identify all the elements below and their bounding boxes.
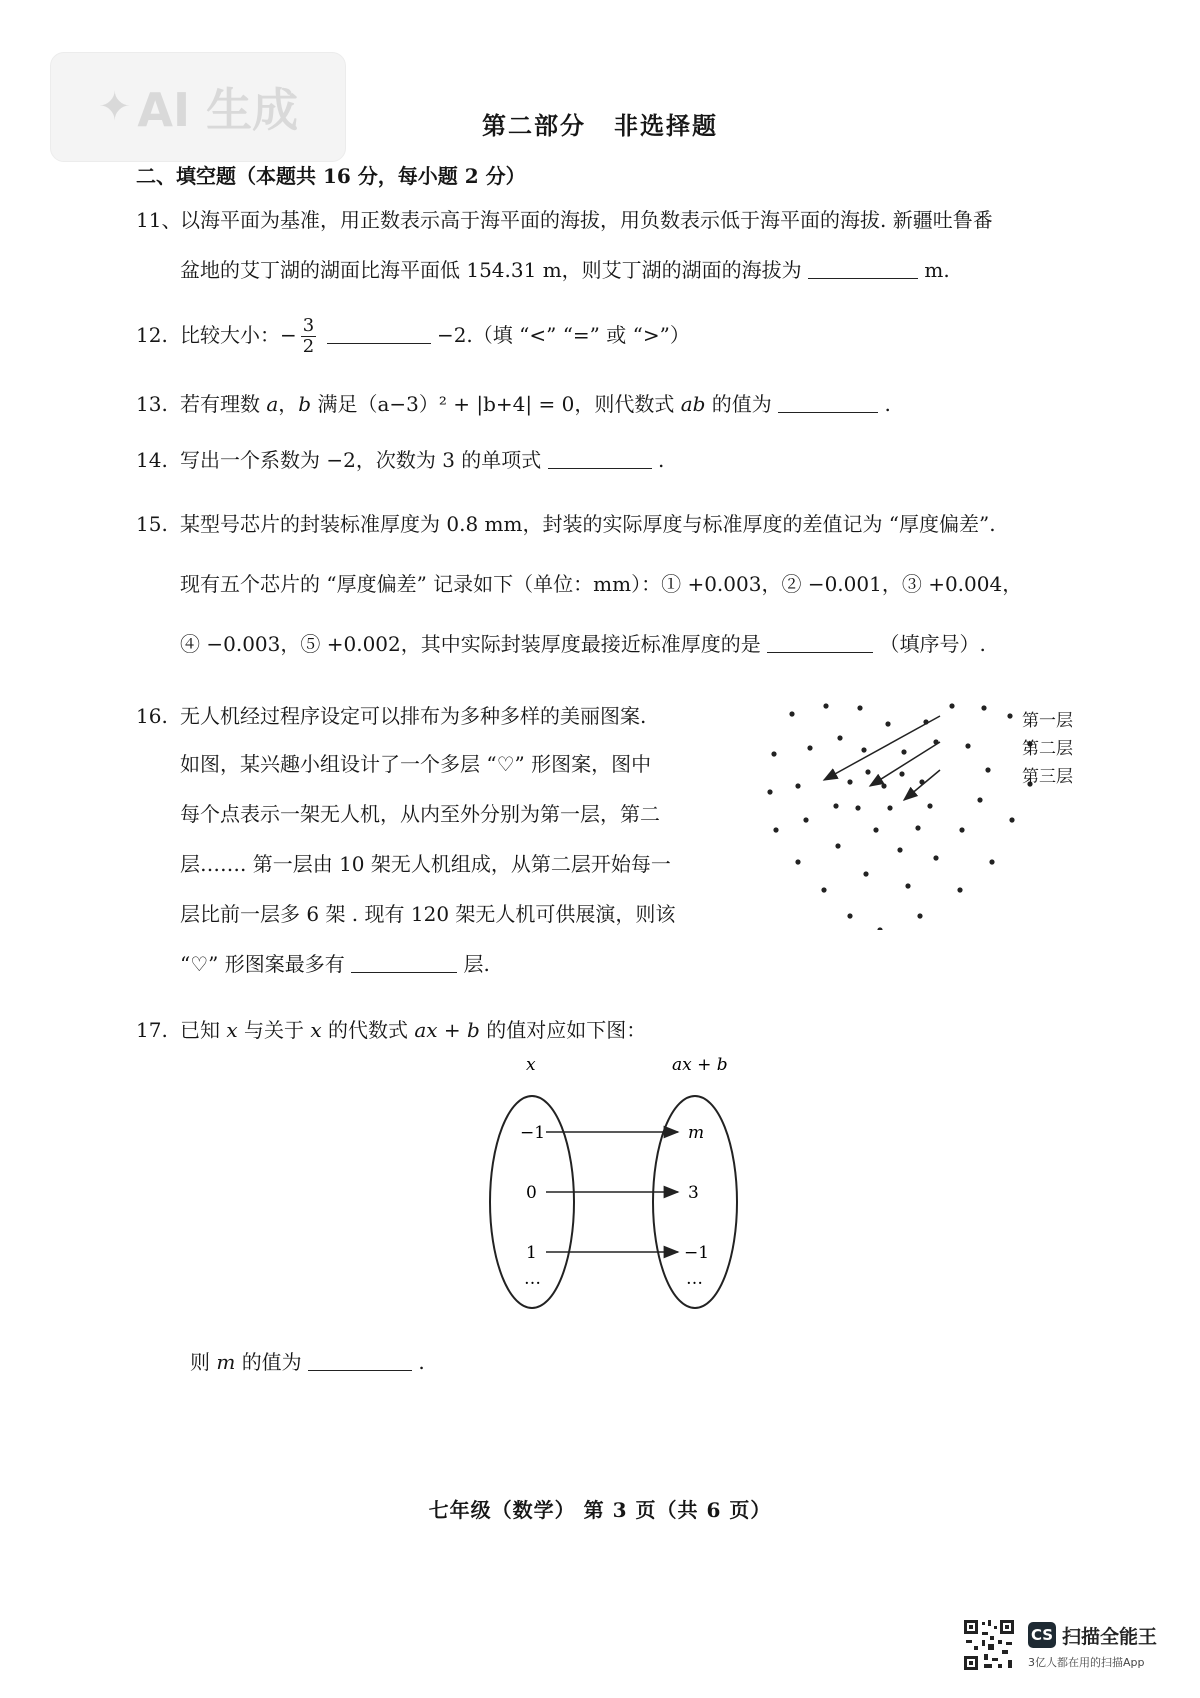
q15-line1 bbox=[136, 508, 996, 537]
q14-answer-blank[interactable] bbox=[548, 450, 652, 469]
q17-text-3: 的代数式 bbox=[328, 1018, 408, 1042]
q15-text-1: 某型号芯片的封装标准厚度为 0.8 mm，封装的实际厚度与标准厚度的差值记为 “厚度偏差”. bbox=[180, 512, 996, 536]
part-title-b: 非选择题 bbox=[614, 111, 718, 140]
q13-var-a: a bbox=[266, 392, 279, 416]
q15-answer-blank[interactable] bbox=[767, 634, 873, 653]
q17-var-x: x bbox=[226, 1018, 238, 1042]
q17-answer-line bbox=[190, 1346, 425, 1375]
right-value-2: 3 bbox=[688, 1183, 699, 1203]
q15-line3 bbox=[180, 628, 986, 657]
q14-end: . bbox=[658, 448, 665, 472]
q17-var-x-2: x bbox=[310, 1018, 322, 1042]
part-title bbox=[0, 106, 1200, 141]
q16-text-6: “♡” 形图案最多有 bbox=[180, 952, 345, 976]
left-title: x bbox=[526, 1055, 536, 1075]
q13-number: 13. bbox=[136, 392, 168, 416]
q12-frac-bottom: 2 bbox=[302, 336, 315, 357]
q16-line2: 如图，某兴趣小组设计了一个多层 “♡” 形图案，图中 bbox=[180, 752, 652, 776]
q15-line2: 现有五个芯片的 “厚度偏差” 记录如下（单位：mm）：① +0.003，② −0.001，③ +0.004， bbox=[180, 572, 1023, 596]
q12-minus: − bbox=[280, 323, 297, 347]
q11-number: 11、 bbox=[136, 208, 182, 232]
right-title: ax + b bbox=[672, 1055, 728, 1075]
q12-number: 12. bbox=[136, 323, 168, 347]
q17-end: . bbox=[418, 1350, 425, 1374]
q16-number: 16. bbox=[136, 704, 168, 728]
camscanner-logo: CS bbox=[1028, 1622, 1056, 1648]
q13-end: . bbox=[884, 392, 891, 416]
q12-text: 比较大小： bbox=[180, 323, 280, 347]
q13-line bbox=[136, 388, 891, 417]
q12-text-2: −2.（填 “<” “=” 或 “>”） bbox=[436, 323, 690, 347]
qr-code-icon bbox=[962, 1618, 1016, 1672]
q12-answer-blank[interactable] bbox=[327, 325, 431, 344]
arrow-layer-3 bbox=[904, 770, 940, 800]
q14-number: 14. bbox=[136, 448, 168, 472]
q11-line1 bbox=[136, 204, 993, 233]
q13-text-3: 的值为 bbox=[711, 392, 772, 416]
q16-line6 bbox=[180, 948, 490, 977]
q17-var-m: m bbox=[216, 1350, 236, 1374]
q14-line bbox=[136, 444, 664, 473]
q13-answer-blank[interactable] bbox=[778, 394, 878, 413]
q15-text-3: ④ −0.003，⑤ +0.002，其中实际封装厚度最接近标准厚度的是 bbox=[180, 632, 761, 656]
q11-text-1: 以海平面为基准，用正数表示高于海平面的海拔，用负数表示低于海平面的海拔. 新疆吐鲁番 bbox=[180, 208, 993, 232]
label-layer-3: 第三层 bbox=[1022, 767, 1073, 787]
q13-var-b: b bbox=[298, 392, 312, 416]
left-value-2: 0 bbox=[526, 1183, 537, 1203]
page-footer: 七年级（数学） 第 3 页（共 6 页） bbox=[428, 1498, 772, 1522]
q13-var-ab: ab bbox=[680, 392, 706, 416]
q16-answer-blank[interactable] bbox=[351, 954, 457, 973]
q17-answer-blank[interactable] bbox=[308, 1352, 412, 1371]
q15-text-4: （填序号）. bbox=[879, 632, 986, 656]
q13-text-1: 若有理数 bbox=[180, 392, 260, 416]
arrow-layer-1 bbox=[824, 716, 940, 780]
right-value-4: … bbox=[686, 1269, 703, 1289]
sparkle-icon: ✦ bbox=[97, 84, 132, 130]
q15-number: 15. bbox=[136, 512, 168, 536]
q16-text-7: 层. bbox=[463, 952, 490, 976]
q16-line1 bbox=[136, 700, 646, 729]
q17-answer-text-1: 则 bbox=[190, 1350, 210, 1374]
q14-text: 写出一个系数为 −2，次数为 3 的单项式 bbox=[180, 448, 542, 472]
q16-text-1: 无人机经过程序设定可以排布为多种多样的美丽图案. bbox=[180, 704, 647, 728]
q17-line bbox=[136, 1014, 646, 1043]
q17-text-2: 与关于 bbox=[244, 1018, 304, 1042]
mapping-diagram bbox=[480, 1052, 760, 1312]
q16-line4: 层……. 第一层由 10 架无人机组成，从第二层开始每一 bbox=[180, 852, 671, 876]
right-value-1: m bbox=[688, 1123, 705, 1143]
q12-fraction bbox=[301, 316, 316, 357]
q12-line bbox=[136, 316, 690, 357]
left-value-3: 1 bbox=[526, 1243, 537, 1263]
left-value-4: … bbox=[524, 1269, 541, 1289]
right-value-3: −1 bbox=[684, 1243, 710, 1263]
label-layer-1: 第一层 bbox=[1022, 711, 1073, 731]
q12-frac-top: 3 bbox=[302, 315, 315, 336]
q11-unit: m. bbox=[924, 258, 950, 282]
section-heading: 二、填空题（本题共 16 分，每小题 2 分） bbox=[136, 164, 526, 188]
part-title-a: 第二部分 bbox=[482, 111, 586, 140]
q17-answer-text-2: 的值为 bbox=[241, 1350, 302, 1374]
left-value-1: −1 bbox=[520, 1123, 546, 1143]
q17-text-4: 的值对应如下图： bbox=[486, 1018, 647, 1042]
q17-expression: ax + b bbox=[414, 1018, 480, 1042]
q11-text-2: 盆地的艾丁湖的湖面比海平面低 154.31 m，则艾丁湖的湖面的海拔为 bbox=[180, 258, 802, 282]
label-layer-2: 第二层 bbox=[1022, 739, 1073, 759]
q17-number: 17. bbox=[136, 1018, 168, 1042]
q11-line2 bbox=[180, 254, 950, 283]
badge-label: AI 生成 bbox=[137, 83, 299, 137]
scanner-app-name: 扫描全能王 bbox=[1062, 1626, 1158, 1648]
q16-line3: 每个点表示一架无人机，从内至外分别为第一层，第二 bbox=[180, 802, 660, 826]
q11-answer-blank[interactable] bbox=[808, 260, 918, 279]
scanner-tagline: 3亿人都在用的扫描App bbox=[1028, 1656, 1145, 1669]
q16-line5: 层比前一层多 6 架 . 现有 120 架无人机可供展演，则该 bbox=[180, 902, 676, 926]
q13-text-2: 满足（a−3）² + |b+4| = 0，则代数式 bbox=[317, 392, 675, 416]
q13-comma: ， bbox=[278, 392, 299, 416]
q17-text-1: 已知 bbox=[180, 1018, 220, 1042]
